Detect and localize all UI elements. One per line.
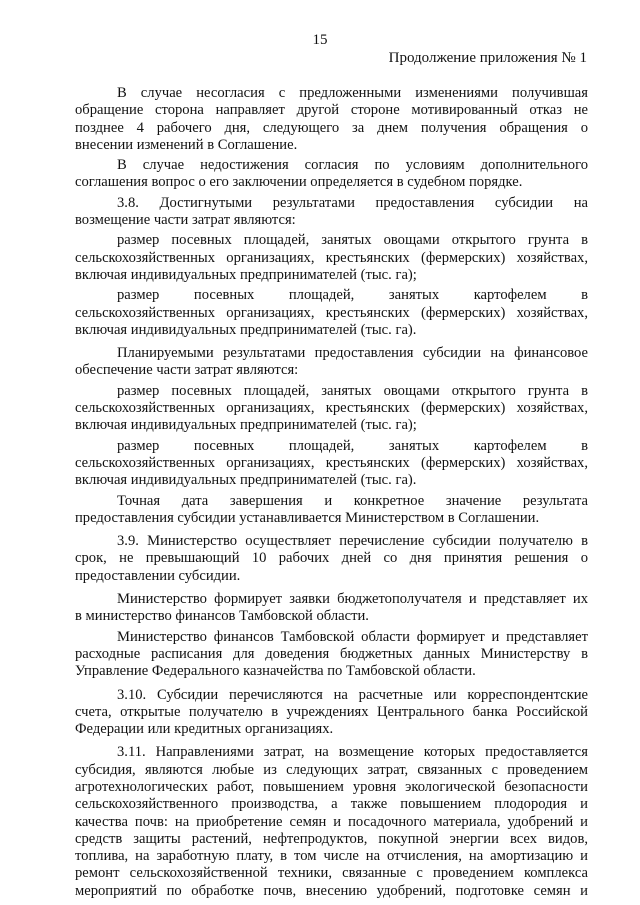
page-number: 15 (312, 32, 328, 48)
paragraph-objection-refusal (75, 85, 588, 154)
text-line: В случае несогласия с предложенными изменениями получившая (117, 85, 588, 101)
text-line: мероприятий по обработке почв, внесению удобрений, подготовке семян и (75, 882, 588, 899)
text-line: 3.8. Достигнутыми результатами предоставления субсидии на (117, 194, 588, 211)
text-line: топлива, на заработную плату, в том числе на отчисления, на амортизацию и (75, 848, 588, 865)
paragraph-ministry-requests (75, 591, 588, 626)
text-line: в министерство финансов Тамбовской области. (75, 608, 369, 625)
text-line: сельскохозяйственных организациях, крестьянских (фермерских) хозяйствах, (75, 454, 588, 471)
appendix-continuation-note: Продолжение приложения № 1 (388, 50, 587, 66)
text-line: внесении изменений в Соглашение. (75, 136, 298, 153)
text-line: предоставления субсидии устанавливается Министерством в Соглашении. (75, 509, 540, 526)
text-line: соглашения вопрос о его заключении определяется в судебном порядке. (75, 174, 523, 191)
text-line: сельскохозяйственных организациях, крестьянских (фермерских) хозяйствах, (75, 304, 588, 321)
text-line: возмещение части затрат являются: (75, 212, 296, 229)
text-line: Министерство финансов Тамбовской области формирует и представляет (117, 628, 588, 645)
text-line: включая индивидуальных предпринимателей (тыс. га). (75, 321, 417, 338)
text-line: качества почв: на приобретение семян и посадочного материала, удобрений и (75, 813, 588, 830)
paragraph-planned-results (75, 345, 588, 380)
paragraph-section-3-8 (75, 195, 588, 230)
text-line: 3.9. Министерство осуществляет перечисление субсидии получателю в (117, 533, 588, 550)
text-line: включая индивидуальных предпринимателей (тыс. га). (75, 472, 417, 489)
text-line: Точная дата завершения и конкретное значение результата (117, 492, 588, 509)
text-line: сельскохозяйственных организациях, крестьянских (фермерских) хозяйствах, (75, 249, 588, 266)
text-line: обращение сторона направляет другой стороне мотивированный отказ не (75, 102, 588, 119)
paragraph-planned-potatoes (75, 438, 588, 490)
paragraph-planned-vegetables (75, 383, 588, 435)
paragraph-result-potatoes (75, 287, 588, 339)
paragraph-result-vegetables (75, 232, 588, 284)
text-line: срок, не превышающий 10 рабочих дней со дня принятия решения о (75, 550, 588, 567)
paragraph-section-3-10 (75, 687, 588, 739)
text-line: Планируемыми результатами предоставления субсидии на финансовое (117, 345, 588, 362)
text-line: Федерации или кредитных организациях. (75, 721, 334, 738)
text-line: позднее 4 рабочего дня, следующего за днем получения обращения о (75, 119, 588, 136)
text-line: включая индивидуальных предпринимателей (тыс. га); (75, 417, 417, 434)
paragraph-court-resolution (75, 157, 588, 192)
paragraph-section-3-11 (75, 744, 588, 900)
paragraph-exact-date (75, 493, 588, 528)
text-line: 3.10. Субсидии перечисляются на расчетные или корреспондентские (117, 686, 588, 703)
text-line: расходные расписания для доведения бюджетных данных Министерству в (75, 645, 588, 662)
paragraph-finance-ministry (75, 629, 588, 681)
text-line: средств защиты растений, нефтепродуктов, покупной энергии всех видов, (75, 830, 588, 847)
text-line: предоставлении субсидии. (75, 567, 241, 584)
text-line: размер посевных площадей, занятых картофелем в (117, 437, 588, 454)
text-line: агротехнологических работ, повышением уровня экологической безопасности (75, 778, 588, 795)
text-line: 3.11. Направлениями затрат, на возмещение которых предоставляется (117, 744, 588, 761)
text-line: сельскохозяйственного производства, а также повышением плодородия и (75, 796, 588, 813)
text-line: счета, открытые получателю в учреждениях Центрального банка Российской (75, 703, 588, 720)
text-line: ремонт сельскохозяйственной техники, связанные с проведением комплекса (75, 865, 588, 882)
text-line: размер посевных площадей, занятых картофелем в (117, 287, 588, 304)
text-line: субсидия, являются любые из следующих затрат, связанных с проведением (75, 761, 588, 778)
text-line: обеспечение части затрат являются: (75, 362, 299, 379)
text-line: сельскохозяйственных организациях, крестьянских (фермерских) хозяйствах, (75, 400, 588, 417)
text-line: Управление Федерального казначейства по Тамбовской области. (75, 663, 476, 680)
text-line: размер посевных площадей, занятых овощами открытого грунта в (117, 232, 588, 249)
text-line: размер посевных площадей, занятых овощами открытого грунта в (117, 382, 588, 399)
text-line: В случае недостижения согласия по условиям дополнительного (117, 157, 588, 174)
text-line: Министерство формирует заявки бюджетополучателя и представляет их (117, 591, 588, 608)
text-line: включая индивидуальных предпринимателей (тыс. га); (75, 266, 417, 283)
paragraph-section-3-9 (75, 533, 588, 585)
document-body (75, 85, 588, 900)
